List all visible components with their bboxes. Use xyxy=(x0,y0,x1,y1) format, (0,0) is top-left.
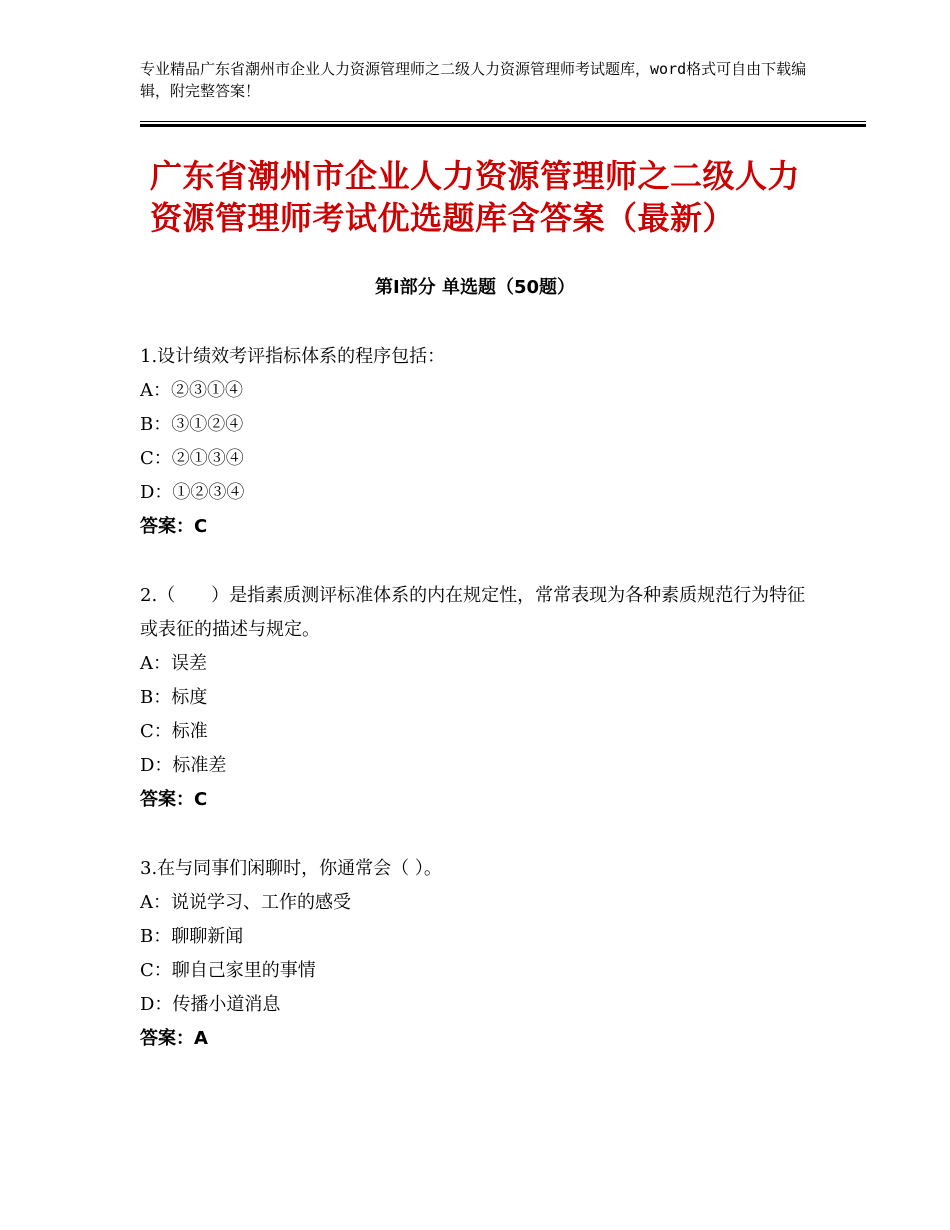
option-c: C：聊自己家里的事情 xyxy=(140,960,316,981)
answer: 答案：C xyxy=(140,516,208,537)
header-rule-thick xyxy=(140,124,866,127)
answer: 答案：A xyxy=(140,1028,208,1049)
option-d: D：标准差 xyxy=(140,755,227,776)
question-stem: 1.设计绩效考评指标体系的程序包括： xyxy=(140,346,446,367)
section-title: 第Ⅰ部分 单选题（50题） xyxy=(374,277,575,298)
option-a: A：②③①④ xyxy=(140,380,243,401)
option-c: C：②①③④ xyxy=(140,448,244,469)
option-c: C：标准 xyxy=(140,721,208,742)
option-d: D：①②③④ xyxy=(140,482,245,503)
document-title: 广东省潮州市企业人力资源管理师之二级人力资源管理师考试优选题库含答案（最新） xyxy=(150,157,801,237)
header-rule-thin xyxy=(140,121,866,122)
option-b: B：标度 xyxy=(140,687,208,708)
header-note: 专业精品广东省潮州市企业人力资源管理师之二级人力资源管理师考试题库，word格式可自由下载编辑，附完整答案！ xyxy=(140,60,807,100)
option-d: D：传播小道消息 xyxy=(140,994,281,1015)
option-a: A：说说学习、工作的感受 xyxy=(140,892,351,913)
option-a: A：误差 xyxy=(140,653,207,674)
option-b: B：③①②④ xyxy=(140,414,244,435)
answer: 答案：C xyxy=(140,789,208,810)
option-b: B：聊聊新闻 xyxy=(140,926,244,947)
question-2 xyxy=(140,579,820,817)
question-stem: 3.在与同事们闲聊时，你通常会（ ）。 xyxy=(140,858,442,879)
question-3 xyxy=(140,852,820,1056)
question-1 xyxy=(140,340,820,544)
question-stem: 2.（ ）是指素质测评标准体系的内在规定性，常常表现为各种素质规范行为特征或表征的描述与规定。 xyxy=(140,585,806,640)
